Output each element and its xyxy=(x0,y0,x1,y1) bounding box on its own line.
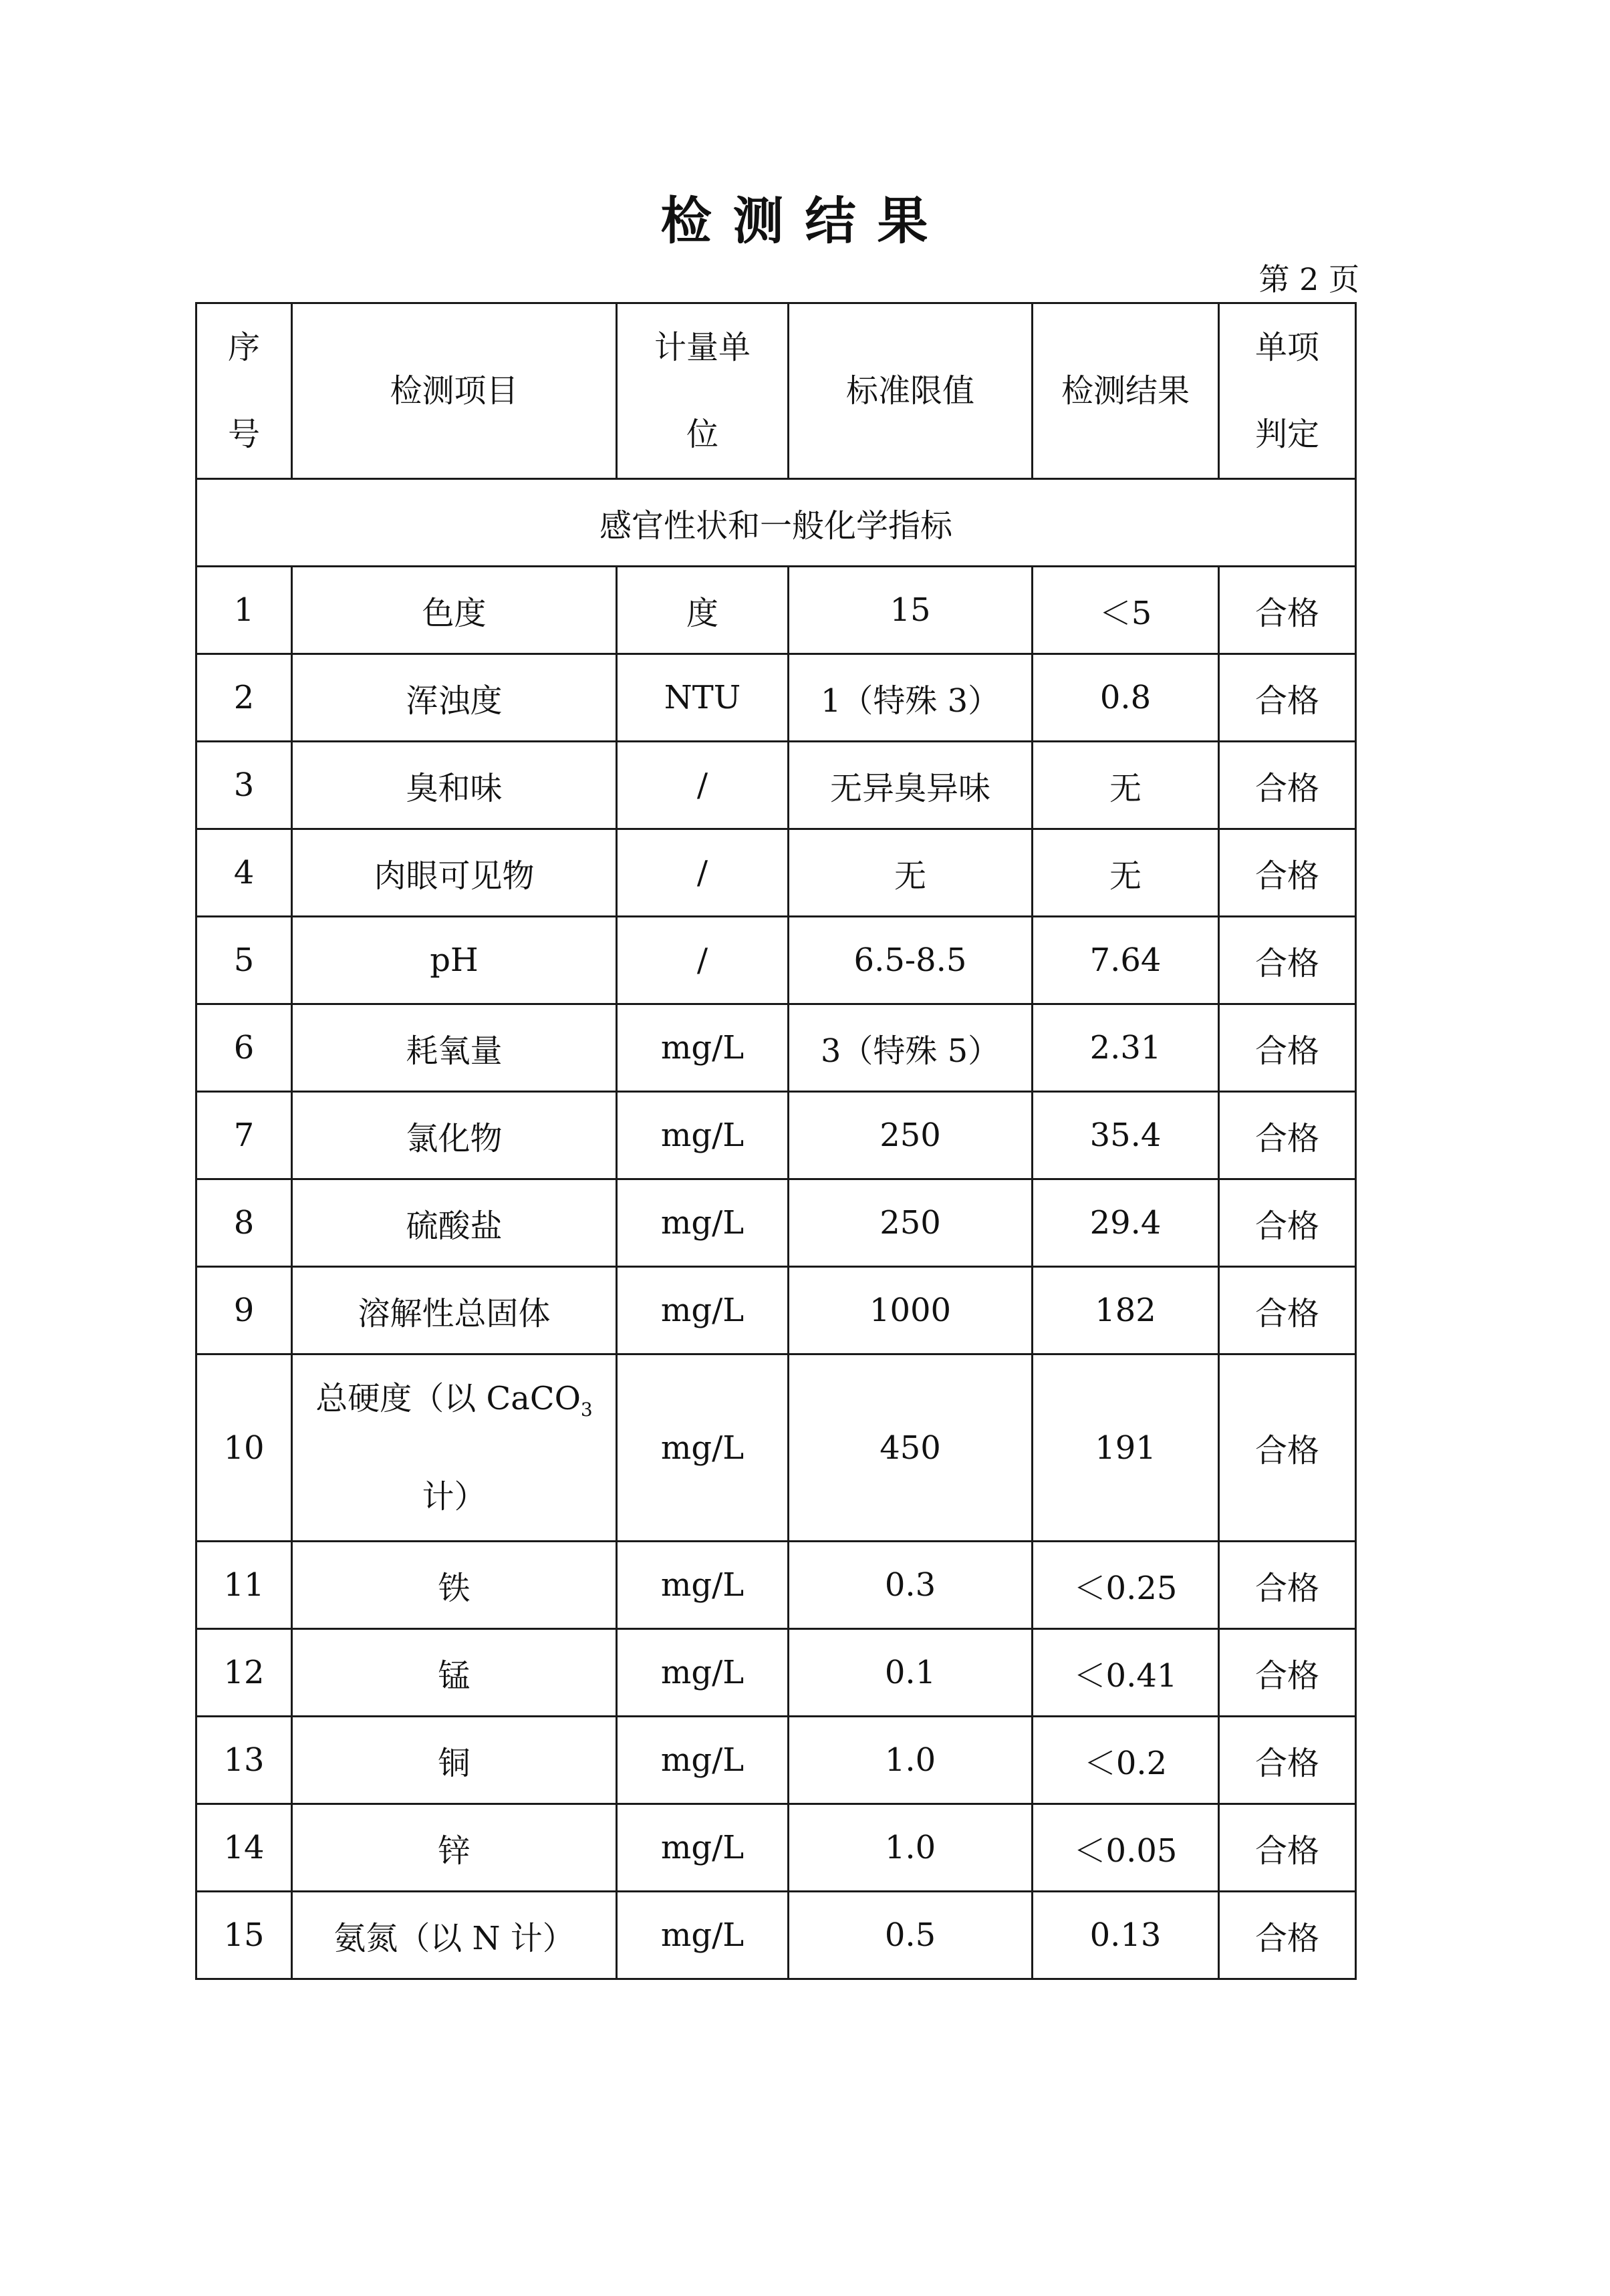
cell-judge: 合格 xyxy=(1219,1804,1356,1892)
cell-judge: 合格 xyxy=(1219,567,1356,654)
cell-item: 氯化物 xyxy=(292,1092,617,1179)
cell-unit: / xyxy=(617,742,789,829)
cell-unit: NTU xyxy=(617,654,789,742)
cell-item: 硫酸盐 xyxy=(292,1179,617,1267)
cell-judge: 合格 xyxy=(1219,654,1356,742)
table-row xyxy=(196,1092,1356,1179)
header-unit-line2: 位 xyxy=(686,416,718,453)
cell-unit: mg/L xyxy=(617,1092,789,1179)
table-row xyxy=(196,1892,1356,1979)
header-unit-line1: 计量单 xyxy=(654,329,751,366)
cell-result: 无 xyxy=(1033,742,1219,829)
cell-item: 臭和味 xyxy=(292,742,617,829)
table-row xyxy=(196,1717,1356,1804)
cell-judge: 合格 xyxy=(1219,1629,1356,1717)
header-judge-line1: 单项 xyxy=(1254,329,1319,366)
cell-no: 15 xyxy=(196,1892,292,1979)
cell-no: 11 xyxy=(196,1542,292,1629)
cell-unit: mg/L xyxy=(617,1629,789,1717)
cell-item: 铁 xyxy=(292,1542,617,1629)
cell-result: 35.4 xyxy=(1033,1092,1219,1179)
cell-limit: 250 xyxy=(789,1092,1033,1179)
cell-item xyxy=(292,1354,617,1542)
cell-result: 0.13 xyxy=(1033,1892,1219,1979)
cell-limit: 450 xyxy=(789,1354,1033,1542)
cell-item: 锌 xyxy=(292,1804,617,1892)
cell-no: 13 xyxy=(196,1717,292,1804)
cell-judge: 合格 xyxy=(1219,742,1356,829)
cell-item: 溶解性总固体 xyxy=(292,1267,617,1354)
cell-item: pH xyxy=(292,917,617,1004)
cell-result: 0.8 xyxy=(1033,654,1219,742)
cell-judge: 合格 xyxy=(1219,1542,1356,1629)
cell-item: 铜 xyxy=(292,1717,617,1804)
cell-judge: 合格 xyxy=(1219,1892,1356,1979)
table-row xyxy=(196,1804,1356,1892)
cell-result: 7.64 xyxy=(1033,917,1219,1004)
table-row xyxy=(196,1179,1356,1267)
table-row xyxy=(196,917,1356,1004)
cell-limit: 无 xyxy=(789,829,1033,917)
section-row xyxy=(196,479,1356,567)
table-row xyxy=(196,829,1356,917)
cell-item-line1-text: 总硬度（以 CaCO xyxy=(315,1380,581,1417)
cell-limit: 1000 xyxy=(789,1267,1033,1354)
cell-item: 氨氮（以 N 计） xyxy=(292,1892,617,1979)
cell-no: 14 xyxy=(196,1804,292,1892)
cell-no: 9 xyxy=(196,1267,292,1354)
results-table xyxy=(195,302,1357,1980)
cell-judge: 合格 xyxy=(1219,829,1356,917)
cell-limit: 1.0 xyxy=(789,1804,1033,1892)
cell-no: 12 xyxy=(196,1629,292,1717)
cell-result: 191 xyxy=(1033,1354,1219,1542)
cell-limit: 15 xyxy=(789,567,1033,654)
header-row xyxy=(196,303,1356,479)
cell-unit: mg/L xyxy=(617,1267,789,1354)
cell-item: 肉眼可见物 xyxy=(292,829,617,917)
cell-result: 无 xyxy=(1033,829,1219,917)
header-judge xyxy=(1219,303,1356,479)
header-seq-line2: 号 xyxy=(227,416,260,453)
cell-limit: 1（特殊 3） xyxy=(789,654,1033,742)
header-judge-line2: 判定 xyxy=(1254,416,1319,453)
cell-no: 10 xyxy=(196,1354,292,1542)
cell-result: ＜0.2 xyxy=(1033,1717,1219,1804)
cell-result: ＜0.25 xyxy=(1033,1542,1219,1629)
header-seq-line1: 序 xyxy=(227,329,260,366)
cell-limit: 1.0 xyxy=(789,1717,1033,1804)
cell-item: 浑浊度 xyxy=(292,654,617,742)
cell-limit: 0.5 xyxy=(789,1892,1033,1979)
cell-item: 色度 xyxy=(292,567,617,654)
cell-no: 8 xyxy=(196,1179,292,1267)
cell-no: 3 xyxy=(196,742,292,829)
table-row xyxy=(196,1267,1356,1354)
cell-unit: / xyxy=(617,917,789,1004)
header-unit xyxy=(617,303,789,479)
cell-result: ＜5 xyxy=(1033,567,1219,654)
cell-item-subscript: 3 xyxy=(580,1399,593,1421)
cell-unit: mg/L xyxy=(617,1179,789,1267)
cell-limit: 3（特殊 5） xyxy=(789,1004,1033,1092)
section-title: 感官性状和一般化学指标 xyxy=(196,479,1356,567)
cell-result: ＜0.05 xyxy=(1033,1804,1219,1892)
cell-result: 182 xyxy=(1033,1267,1219,1354)
table-row xyxy=(196,654,1356,742)
cell-result: 29.4 xyxy=(1033,1179,1219,1267)
header-seq xyxy=(196,303,292,479)
cell-limit: 250 xyxy=(789,1179,1033,1267)
cell-item-line1 xyxy=(297,1355,612,1453)
cell-no: 2 xyxy=(196,654,292,742)
table-row xyxy=(196,742,1356,829)
cell-no: 5 xyxy=(196,917,292,1004)
cell-item: 锰 xyxy=(292,1629,617,1717)
table-row xyxy=(196,1542,1356,1629)
table-row xyxy=(196,567,1356,654)
page-title: 检测结果 xyxy=(660,191,950,251)
cell-no: 7 xyxy=(196,1092,292,1179)
cell-result: 2.31 xyxy=(1033,1004,1219,1092)
cell-limit: 无异臭异味 xyxy=(789,742,1033,829)
cell-judge: 合格 xyxy=(1219,1179,1356,1267)
cell-unit: mg/L xyxy=(617,1892,789,1979)
cell-unit: / xyxy=(617,829,789,917)
cell-no: 4 xyxy=(196,829,292,917)
cell-result: ＜0.41 xyxy=(1033,1629,1219,1717)
cell-judge: 合格 xyxy=(1219,1354,1356,1542)
cell-item: 耗氧量 xyxy=(292,1004,617,1092)
cell-judge: 合格 xyxy=(1219,1267,1356,1354)
header-result: 检测结果 xyxy=(1033,303,1219,479)
cell-limit: 6.5-8.5 xyxy=(789,917,1033,1004)
cell-limit: 0.3 xyxy=(789,1542,1033,1629)
cell-no: 1 xyxy=(196,567,292,654)
table-row xyxy=(196,1004,1356,1092)
cell-judge: 合格 xyxy=(1219,1092,1356,1179)
table-row xyxy=(196,1354,1356,1542)
cell-unit: mg/L xyxy=(617,1542,789,1629)
cell-judge: 合格 xyxy=(1219,1004,1356,1092)
header-item: 检测项目 xyxy=(292,303,617,479)
cell-no: 6 xyxy=(196,1004,292,1092)
table-row xyxy=(196,1629,1356,1717)
page-number: 第 2 页 xyxy=(1258,261,1359,297)
cell-judge: 合格 xyxy=(1219,1717,1356,1804)
cell-unit: mg/L xyxy=(617,1004,789,1092)
cell-unit: mg/L xyxy=(617,1354,789,1542)
cell-unit: 度 xyxy=(617,567,789,654)
cell-item-line2: 计） xyxy=(422,1478,487,1516)
cell-limit: 0.1 xyxy=(789,1629,1033,1717)
header-limit: 标准限值 xyxy=(789,303,1033,479)
cell-unit: mg/L xyxy=(617,1717,789,1804)
cell-judge: 合格 xyxy=(1219,917,1356,1004)
cell-unit: mg/L xyxy=(617,1804,789,1892)
